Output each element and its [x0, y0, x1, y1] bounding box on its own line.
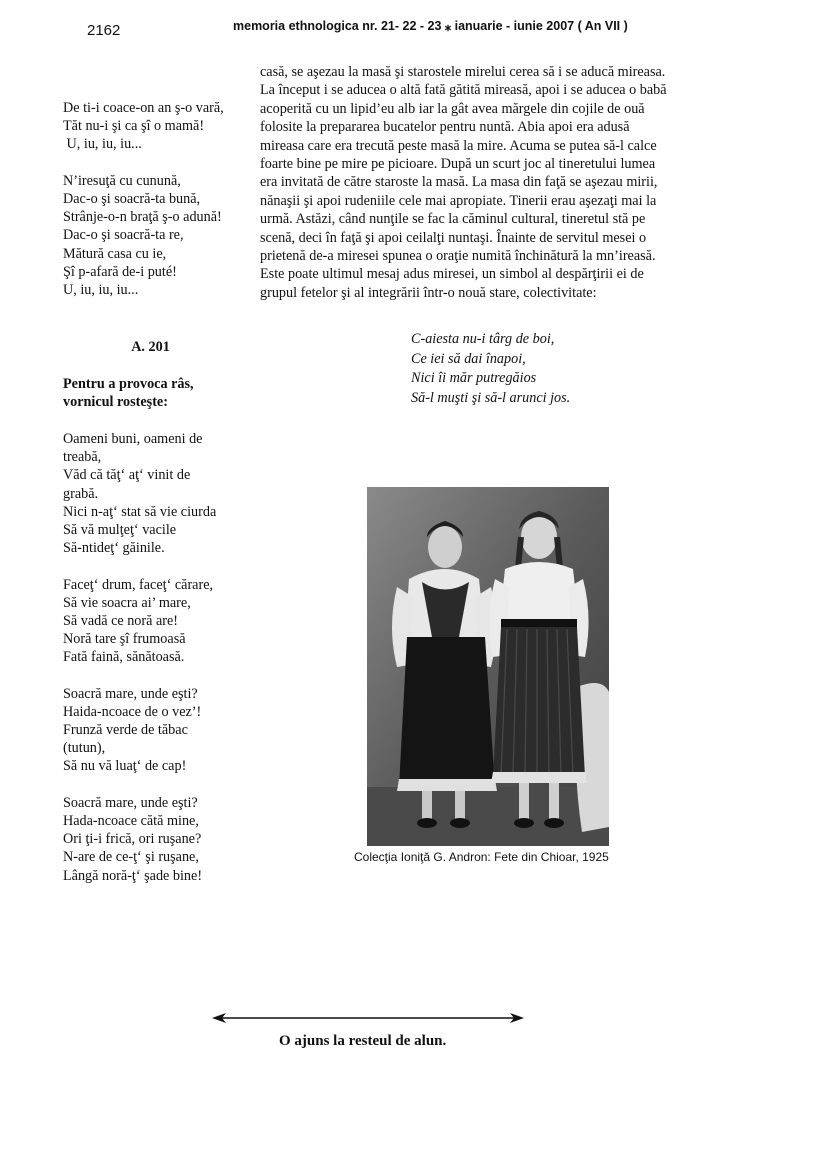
poem-line: U, iu, iu, iu...	[63, 281, 139, 298]
poem-line: Hada-ncoace cătă mine,	[63, 812, 199, 829]
prose-line: grupul fetelor şi al integrării într-o nouă stare, colectivitate:	[260, 284, 597, 301]
poem-line: Ori ţi-i frică, ori ruşane?	[63, 831, 202, 848]
prose-line: La început i se aducea o altă fată gătită mireasă, apoi i se aducea o babă	[260, 82, 667, 99]
poem-line: Soacră mare, unde eşti?	[63, 794, 198, 811]
prose-line: folosite la prepararea bucatelor pentru nuntă. Abia apoi era adusă	[260, 119, 630, 136]
page-number: 2162	[87, 22, 121, 39]
poem-line: Să nu vă luaţ‘ de cap!	[63, 758, 187, 775]
poem-line: Nici n-aţ‘ stat să vie ciurda	[63, 503, 217, 520]
italic-verse	[411, 330, 570, 408]
poem-line: Lângă noră-ţ‘ şade bine!	[63, 867, 203, 884]
poem-line: Să-ntideţ‘ găinile.	[63, 540, 165, 557]
poem-line: Şî p-afară de-i puté!	[63, 263, 177, 280]
prose-line: Este poate ultimul mesaj adus miresei, un simbol al despărţirii ei de	[260, 266, 644, 283]
poem-line: U, iu, iu, iu...	[63, 136, 142, 153]
left-poem-2	[63, 430, 253, 885]
poem-line: Frunză verde de tăbac	[63, 722, 188, 738]
poem-line: Fată faină, sănătoasă.	[63, 649, 185, 666]
poem-line: Văd că tăţ‘ aţ‘ vinit de	[63, 467, 191, 484]
prose-line: prietenă de-a miresei spunea o oraţie numită închinătură la mn’ireasă.	[260, 247, 656, 264]
poem-line: Faceţ‘ drum, faceţ‘ cărare,	[63, 576, 214, 593]
poem-line: Să vadă ce noră are!	[63, 612, 179, 629]
prose-line: casă, se aşezau la masă şi starostele mirelui cerea să i se aducă mireasa.	[260, 64, 666, 80]
running-header: memoria ethnologica nr. 21- 22 - 23 ⁎ ianuarie - iunie 2007 ( An VII )	[233, 19, 628, 33]
poem-line: Dac-o şi soacră-ta bună,	[63, 190, 201, 207]
poem-line: Să vă mulţeţ‘ vacile	[63, 521, 177, 538]
poem-line: Tăt nu-i şi ca şî o mamă!	[63, 118, 205, 135]
poem-line: Mătură casa cu ie,	[63, 245, 167, 262]
poem-line: Strânje-o-n braţă ş-o adună!	[63, 209, 222, 226]
footer-title: O ajuns la resteul de alun.	[279, 1033, 447, 1049]
subtitle-line: Pentru a provoca râs,	[63, 376, 194, 392]
prose-line: acoperită cu un lipid’eu alb iar la gât avea mărgele din cojile de ouă	[260, 100, 645, 117]
left-poem	[63, 99, 253, 299]
section-title: A. 201	[131, 339, 170, 355]
poem-line: Noră tare şî frumoasă	[63, 631, 186, 648]
poem-line: treabă,	[63, 449, 102, 466]
verse-line: Ce iei să dai înapoi,	[411, 350, 526, 367]
historical-photograph	[367, 487, 609, 846]
poem-line: Soacră mare, unde eşti?	[63, 685, 198, 702]
poem-line: Haida-ncoace de o vez’!	[63, 703, 202, 720]
prose-line: foarte bine pe mire pe picioare. După un scurt joc al tineretului lumea	[260, 155, 656, 172]
poem-line: Să vie soacra ai’ mare,	[63, 594, 191, 611]
prose-line: nănaşii şi apoi rudeniile cele mai apropiate. Tinerii erau aşezaţi mai la	[260, 192, 657, 209]
prose-line: mireasa care era trecută peste masă la mire. Acuma se putea să-l calce	[260, 137, 657, 154]
poem-line: Oameni buni, oameni de	[63, 431, 203, 447]
poem-line: De ti-i coace-on an ş-o vară,	[63, 100, 224, 116]
prose-line: era invitată de către staroste la masă. La masa din faţă se aşezau mirii,	[260, 174, 658, 191]
poem-line: grabă.	[63, 485, 99, 502]
photo-illustration	[367, 487, 609, 846]
double-arrow-icon	[212, 1011, 524, 1025]
prose-line: scenă, deci în faţă şi apoi ceilalţi nuntaşi. Înainte de servitul mesei o	[260, 229, 647, 246]
prose-paragraph	[260, 63, 720, 302]
verse-line: C-aiesta nu-i târg de boi,	[411, 331, 555, 347]
photo-caption: Colecţia Ioniţă G. Andron: Fete din Chioar, 1925	[354, 850, 609, 864]
verse-line: Să-l muşti şi să-l arunci jos.	[411, 389, 571, 406]
poem-line: (tutun),	[63, 740, 106, 757]
subtitle-line: vornicul rosteşte:	[63, 394, 168, 411]
poem-line: N’iresuţă cu cunună,	[63, 172, 181, 189]
verse-line: Nici îi măr putregăios	[411, 370, 537, 386]
prose-line: urmă. Astăzi, când nunţile se fac la căminul cultural, tineretul stă pe	[260, 211, 646, 228]
poem-line: N-are de ce-ţ‘ şi ruşane,	[63, 849, 199, 866]
poem-line: Dac-o şi soacră-ta re,	[63, 227, 184, 244]
section-subtitle	[63, 375, 253, 411]
